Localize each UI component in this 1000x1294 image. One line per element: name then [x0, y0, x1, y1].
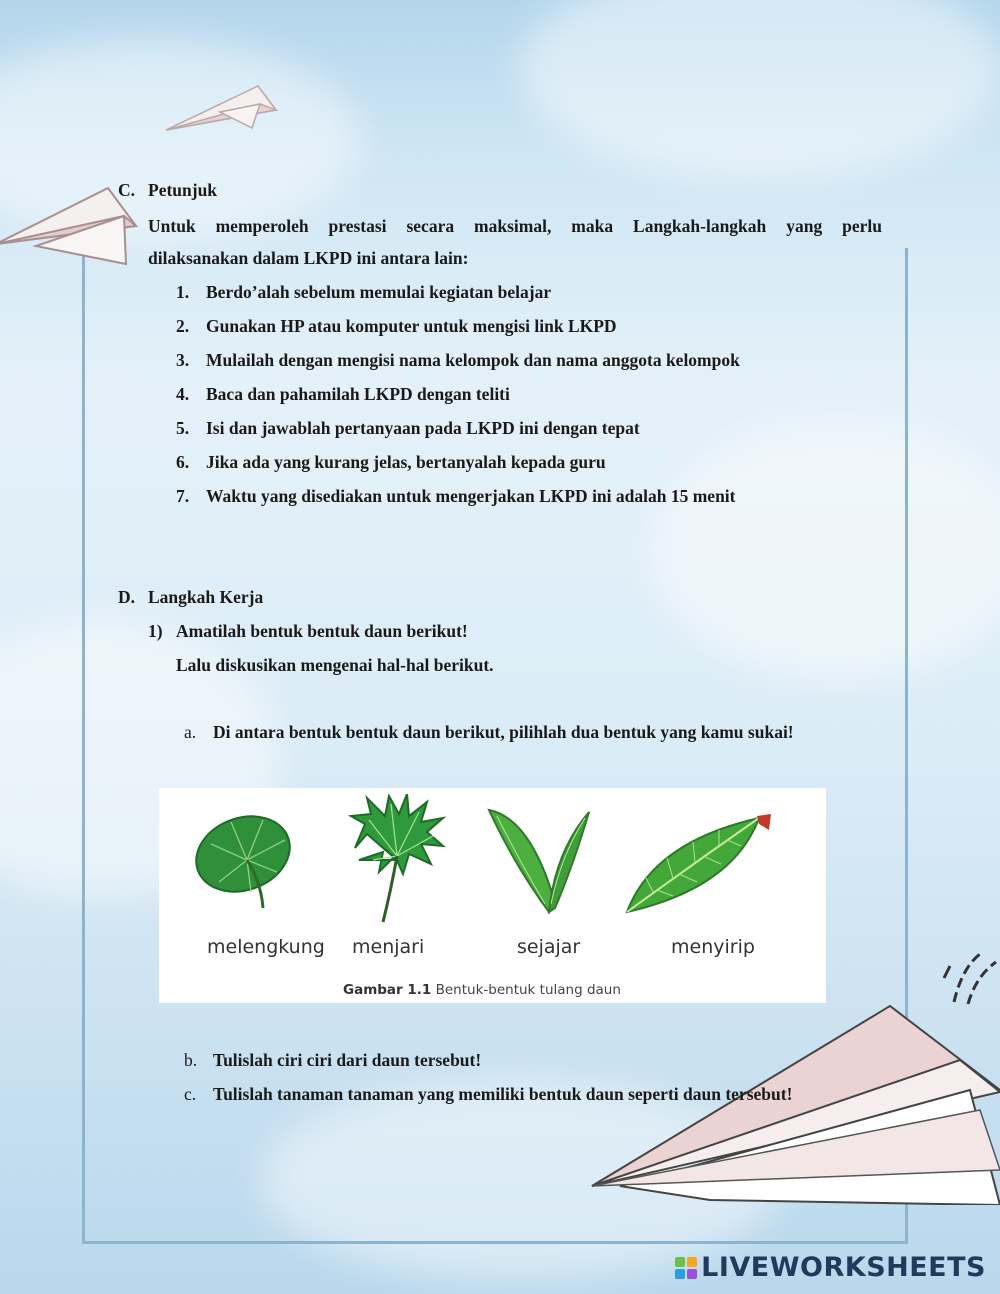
question-text: Tulislah ciri ciri dari daun tersebut!: [213, 1050, 482, 1070]
section-c-heading: Petunjuk: [148, 180, 218, 200]
leaf-menjari-image: [347, 794, 447, 924]
logo-mark-square: [675, 1257, 685, 1267]
leaf-label: menyirip: [671, 936, 755, 958]
step-text: Berdo’alah sebelum memulai kegiatan belajar: [206, 282, 552, 302]
logo-mark-square: [687, 1269, 697, 1279]
step-text: Baca dan pahamilah LKPD dengan teliti: [206, 384, 510, 404]
item-number: 1): [148, 621, 163, 641]
question-letter: c.: [184, 1084, 197, 1104]
step-number: 7.: [176, 486, 190, 506]
section-c-letter: C.: [118, 180, 136, 200]
leaf-label: menjari: [352, 936, 425, 958]
logo-mark-square: [687, 1257, 697, 1267]
step-text: Mulailah dengan mengisi nama kelompok dan nama anggota kelompok: [206, 350, 740, 370]
logo-mark-square: [675, 1269, 685, 1279]
step-text: Gunakan HP atau komputer untuk mengisi link LKPD: [206, 316, 617, 336]
question-text: Di antara bentuk bentuk daun berikut, pilihlah dua bentuk yang kamu sukai!: [213, 722, 794, 742]
motion-lines-icon: [940, 948, 1000, 1008]
leaf-label: melengkung: [207, 936, 325, 958]
section-c-intro-cont: dilaksanakan dalam LKPD ini antara lain:: [148, 248, 469, 268]
liveworksheets-logo[interactable]: [675, 1252, 986, 1283]
step-number: 3.: [176, 350, 190, 370]
question-text: Tulislah tanaman tanaman yang memiliki bentuk daun seperti daun tersebut!: [213, 1084, 793, 1104]
leaf-melengkung-image: [191, 810, 295, 910]
figure-caption-text: Bentuk-bentuk tulang daun: [431, 982, 621, 998]
step-number: 2.: [176, 316, 190, 336]
logo-text: LIVEWORKSHEETS: [701, 1252, 986, 1283]
cloud: [520, 0, 1000, 180]
item-instruction-cont: Lalu diskusikan mengenai hal-hal berikut.: [176, 655, 494, 675]
section-d-letter: D.: [118, 587, 136, 607]
section-c-intro: Untuk memperoleh prestasi secara maksimal, maka Langkah-langkah yang perlu: [148, 216, 882, 236]
figure-caption: [343, 982, 621, 998]
step-number: 1.: [176, 282, 190, 302]
step-text: Isi dan jawablah pertanyaan pada LKPD ini dengan tepat: [206, 418, 640, 438]
figure-caption-number: Gambar 1.1: [343, 982, 432, 998]
leaf-sejajar-image: [485, 796, 593, 916]
question-letter: a.: [184, 722, 197, 742]
question-letter: b.: [184, 1050, 198, 1070]
leaf-label: sejajar: [517, 936, 581, 958]
section-d-heading: Langkah Kerja: [148, 587, 264, 607]
step-number: 5.: [176, 418, 190, 438]
leaf-figure: [159, 788, 826, 1003]
paper-plane-icon: [160, 82, 280, 134]
step-text: Jika ada yang kurang jelas, bertanyalah kepada guru: [206, 452, 606, 472]
logo-mark-icon: [675, 1257, 697, 1279]
step-number: 4.: [176, 384, 190, 404]
leaf-menyirip-image: [623, 814, 779, 916]
step-text: Waktu yang disediakan untuk mengerjakan LKPD ini adalah 15 menit: [206, 486, 736, 506]
item-instruction: Amatilah bentuk bentuk daun berikut!: [176, 621, 468, 641]
step-number: 6.: [176, 452, 190, 472]
